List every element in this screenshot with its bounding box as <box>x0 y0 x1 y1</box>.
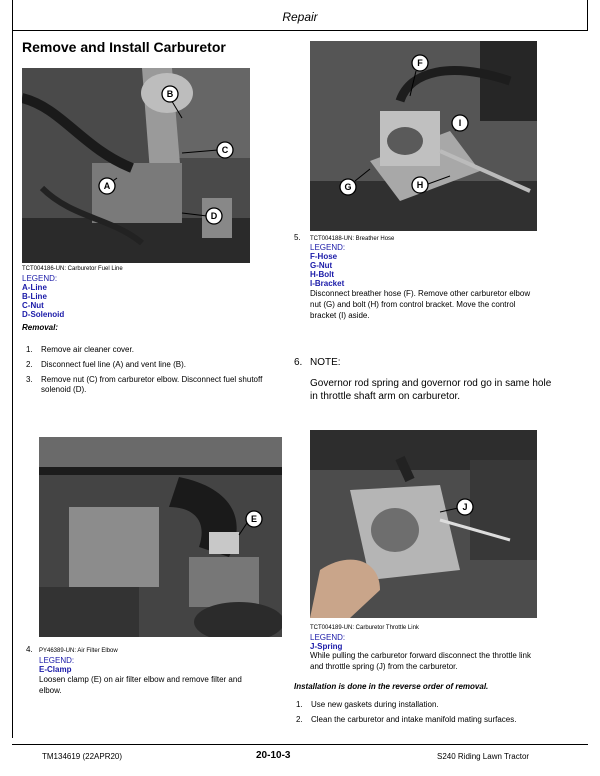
page-number: 20-10-3 <box>256 750 291 761</box>
step-text-line: bracket (I) aside. <box>310 311 370 320</box>
section-header: Repair <box>282 10 318 24</box>
legend-label: LEGEND: <box>310 633 346 642</box>
callout-h: H <box>416 180 424 190</box>
step-text: Disconnect fuel line (A) and vent line (B). <box>41 360 186 369</box>
step-text <box>310 650 555 672</box>
note-text-line: in throttle shaft arm on carburetor. <box>310 391 461 402</box>
left-margin-rule <box>12 0 13 738</box>
figure-air-filter-elbow-photo <box>39 437 282 637</box>
note-label: NOTE: <box>310 357 341 368</box>
step-text <box>310 288 552 321</box>
callout-e: E <box>250 514 258 524</box>
figure-caption: TCT004189-UN: Carburetor Throttle Link <box>310 625 419 631</box>
figure-breather-hose-photo <box>310 41 537 231</box>
note-text-line: Governor rod spring and governor rod go in same hole <box>310 378 552 389</box>
legend-item: F-Hose <box>310 252 338 261</box>
step-text-line: nut (G) and bolt (H) from control bracket. Move the control <box>310 300 516 309</box>
step-number: 1. <box>26 345 33 354</box>
callout-f: F <box>417 58 423 68</box>
legend-item: E-Clamp <box>39 665 72 674</box>
footer-product: S240 Riding Lawn Tractor <box>437 752 530 761</box>
legend-item: D-Solenoid <box>22 310 65 319</box>
step-text: Remove nut (C) from carburetor elbow. Disconnect fuel shutoff <box>41 375 263 384</box>
footer-rule <box>12 744 588 745</box>
step-text: solenoid (D). <box>41 385 87 394</box>
step-number: 3. <box>26 375 33 384</box>
step-text-line: Disconnect breather hose (F). Remove other carburetor elbow <box>310 289 531 298</box>
step-text <box>39 674 282 696</box>
legend-item: I-Bracket <box>310 279 345 288</box>
header-rule <box>12 30 588 31</box>
figure-throttle-link-photo <box>310 430 537 618</box>
step-number: 2. <box>296 715 303 724</box>
callout-i: I <box>458 118 462 128</box>
installation-heading: Installation is done in the reverse order of removal. <box>294 682 489 691</box>
callout-j: J <box>462 502 468 512</box>
step-text-line: Loosen clamp (E) on air filter elbow and remove filter and <box>39 675 242 684</box>
callout-b: B <box>166 89 174 99</box>
callout-d: D <box>210 211 218 221</box>
legend-item: B-Line <box>22 292 47 301</box>
legend-item: J-Spring <box>310 642 343 651</box>
legend-item: G-Nut <box>310 261 333 270</box>
step-text: Clean the carburetor and intake manifold mating surfaces. <box>311 715 517 724</box>
page-title: Remove and Install Carburetor <box>22 39 226 55</box>
callout-g: G <box>344 182 352 192</box>
removal-step <box>26 375 291 399</box>
step-number: 1. <box>296 700 303 709</box>
step-text: Remove air cleaner cover. <box>41 345 134 354</box>
figure-caption: TCT004188-UN: Breather Hose <box>310 236 395 242</box>
step-text: Use new gaskets during installation. <box>311 700 439 709</box>
step-number: 5. <box>294 233 301 242</box>
legend-label: LEGEND: <box>22 274 58 283</box>
legend-label: LEGEND: <box>39 656 75 665</box>
step-number: 7. <box>294 650 301 659</box>
step-text-line: While pulling the carburetor forward disconnect the throttle link <box>310 651 531 660</box>
step-number: 4. <box>26 645 33 654</box>
figure-caption: TCT004186-UN: Carburetor Fuel Line <box>22 266 123 272</box>
step-text-line: elbow. <box>39 686 62 695</box>
step-number: 2. <box>26 360 33 369</box>
figure-caption: PY46389-UN: Air Filter Elbow <box>39 648 118 654</box>
legend-item: A-Line <box>22 283 47 292</box>
legend-item: H-Bolt <box>310 270 334 279</box>
step-text-line: and throttle spring (J) from the carburetor. <box>310 662 458 671</box>
footer-doc-id: TM134619 (22APR20) <box>42 752 123 761</box>
legend-label: LEGEND: <box>310 243 346 252</box>
removal-heading: Removal: <box>22 323 59 332</box>
figure-fuel-line-photo <box>22 68 250 263</box>
legend-item: C-Nut <box>22 301 44 310</box>
step-number: 6. <box>294 357 303 368</box>
note-text <box>310 377 555 403</box>
callout-a: A <box>103 181 111 191</box>
callout-c: C <box>221 145 229 155</box>
